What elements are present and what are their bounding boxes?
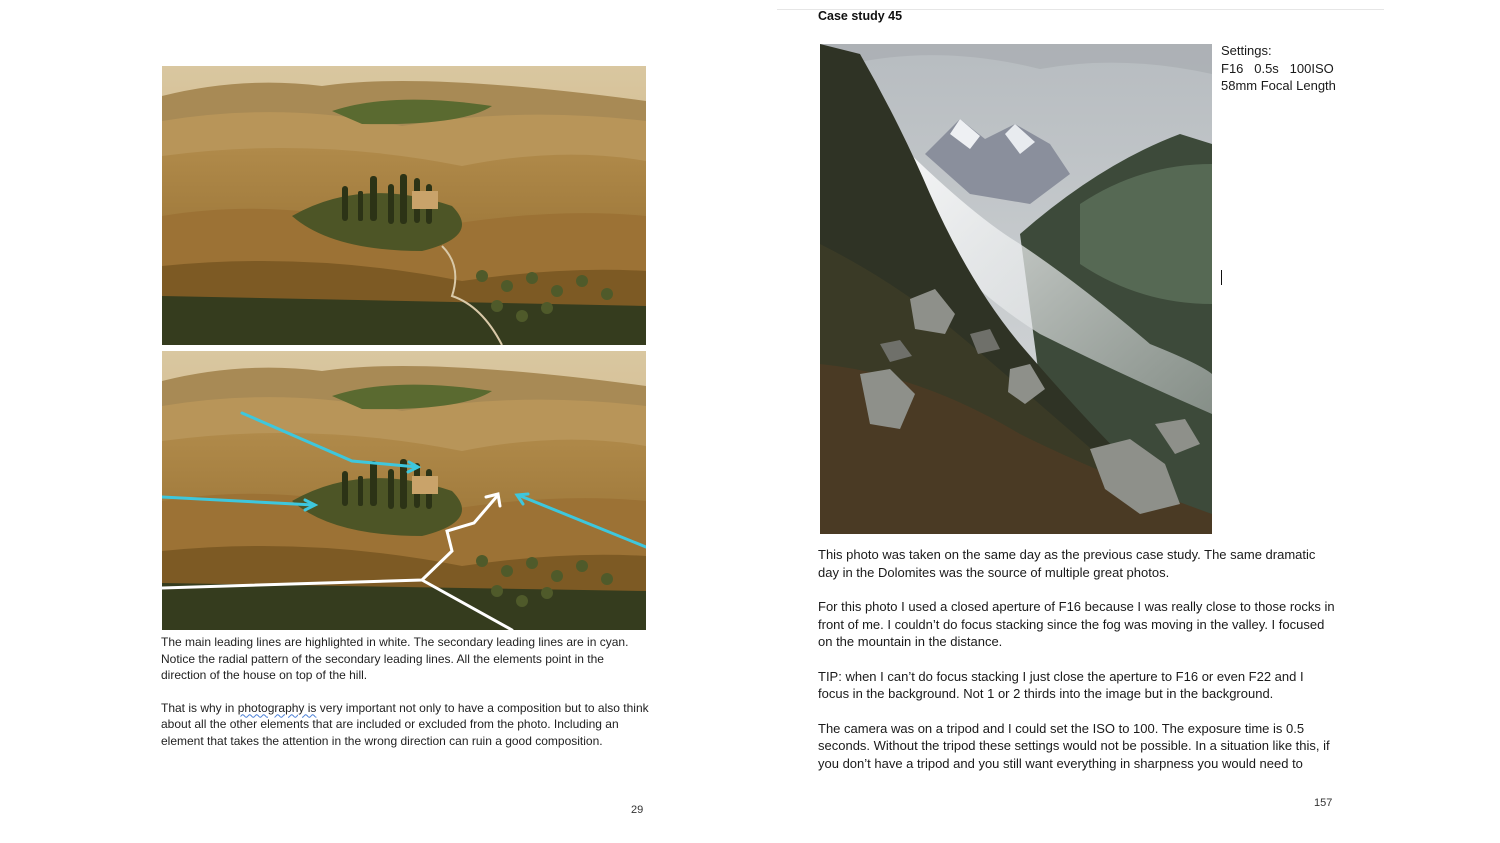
tuscany-landscape-image — [162, 66, 646, 345]
page-number-right: 157 — [1314, 797, 1333, 809]
settings-focal-length: 58mm Focal Length — [1221, 78, 1336, 93]
body-paragraph-1: This photo was taken on the same day as the previous case study. The same dramatic day in the Dolomites was the source of multiple great photos. — [818, 547, 1316, 580]
text-cursor — [1221, 270, 1222, 285]
caption-paragraph-2 — [161, 700, 651, 750]
caption-text: very important not only to have a composition but to also think about all the other elements that are included or excluded from the photo. Including an element that takes the attention in the wrong direction can ruin a good composition. — [161, 700, 649, 748]
body-paragraph-3: TIP: when I can’t do focus stacking I just close the aperture to F16 or even F22 and I focus in the background. Not 1 or 2 thirds into the image but in the background. — [818, 668, 1304, 701]
tuscany-annotated-image — [162, 351, 646, 630]
case-study-heading: Case study 45 — [818, 9, 903, 23]
dolomites-mountain-image — [820, 44, 1212, 534]
settings-exposure: F16 0.5s 100ISO — [1221, 60, 1334, 76]
case-study-body — [818, 546, 1338, 789]
camera-settings — [1221, 42, 1336, 95]
left-caption — [161, 634, 651, 749]
dolomites-photo — [820, 44, 1212, 534]
tuscany-photo — [162, 66, 646, 345]
spellcheck-flagged-text[interactable]: photography is — [237, 700, 317, 715]
caption-paragraph-1: The main leading lines are highlighted in white. The secondary leading lines are in cyan. Notice the radial pattern of the secondary leading lines. All the elements point in the direction of the house on top of the hill. — [161, 635, 629, 682]
body-paragraph-2: For this photo I used a closed aperture of F16 because I was really close to those rocks in front of me. I couldn’t do focus stacking since the fog was moving in the valley. I focused on the mountain in the distance. — [818, 599, 1335, 649]
tuscany-leading-lines-photo — [162, 351, 646, 630]
caption-spacer — [161, 684, 651, 700]
caption-text: That is why in — [161, 700, 238, 715]
settings-title: Settings: — [1221, 43, 1272, 58]
right-page — [760, 0, 1500, 843]
page-number-left: 29 — [631, 804, 644, 816]
body-paragraph-4: The camera was on a tripod and I could set the ISO to 100. The exposure time is 0.5 seconds. Without the tripod these settings would not be possible. In a situation like this, if you don’t have a tripod and you still want everything in sharpness you would need to — [818, 720, 1330, 771]
